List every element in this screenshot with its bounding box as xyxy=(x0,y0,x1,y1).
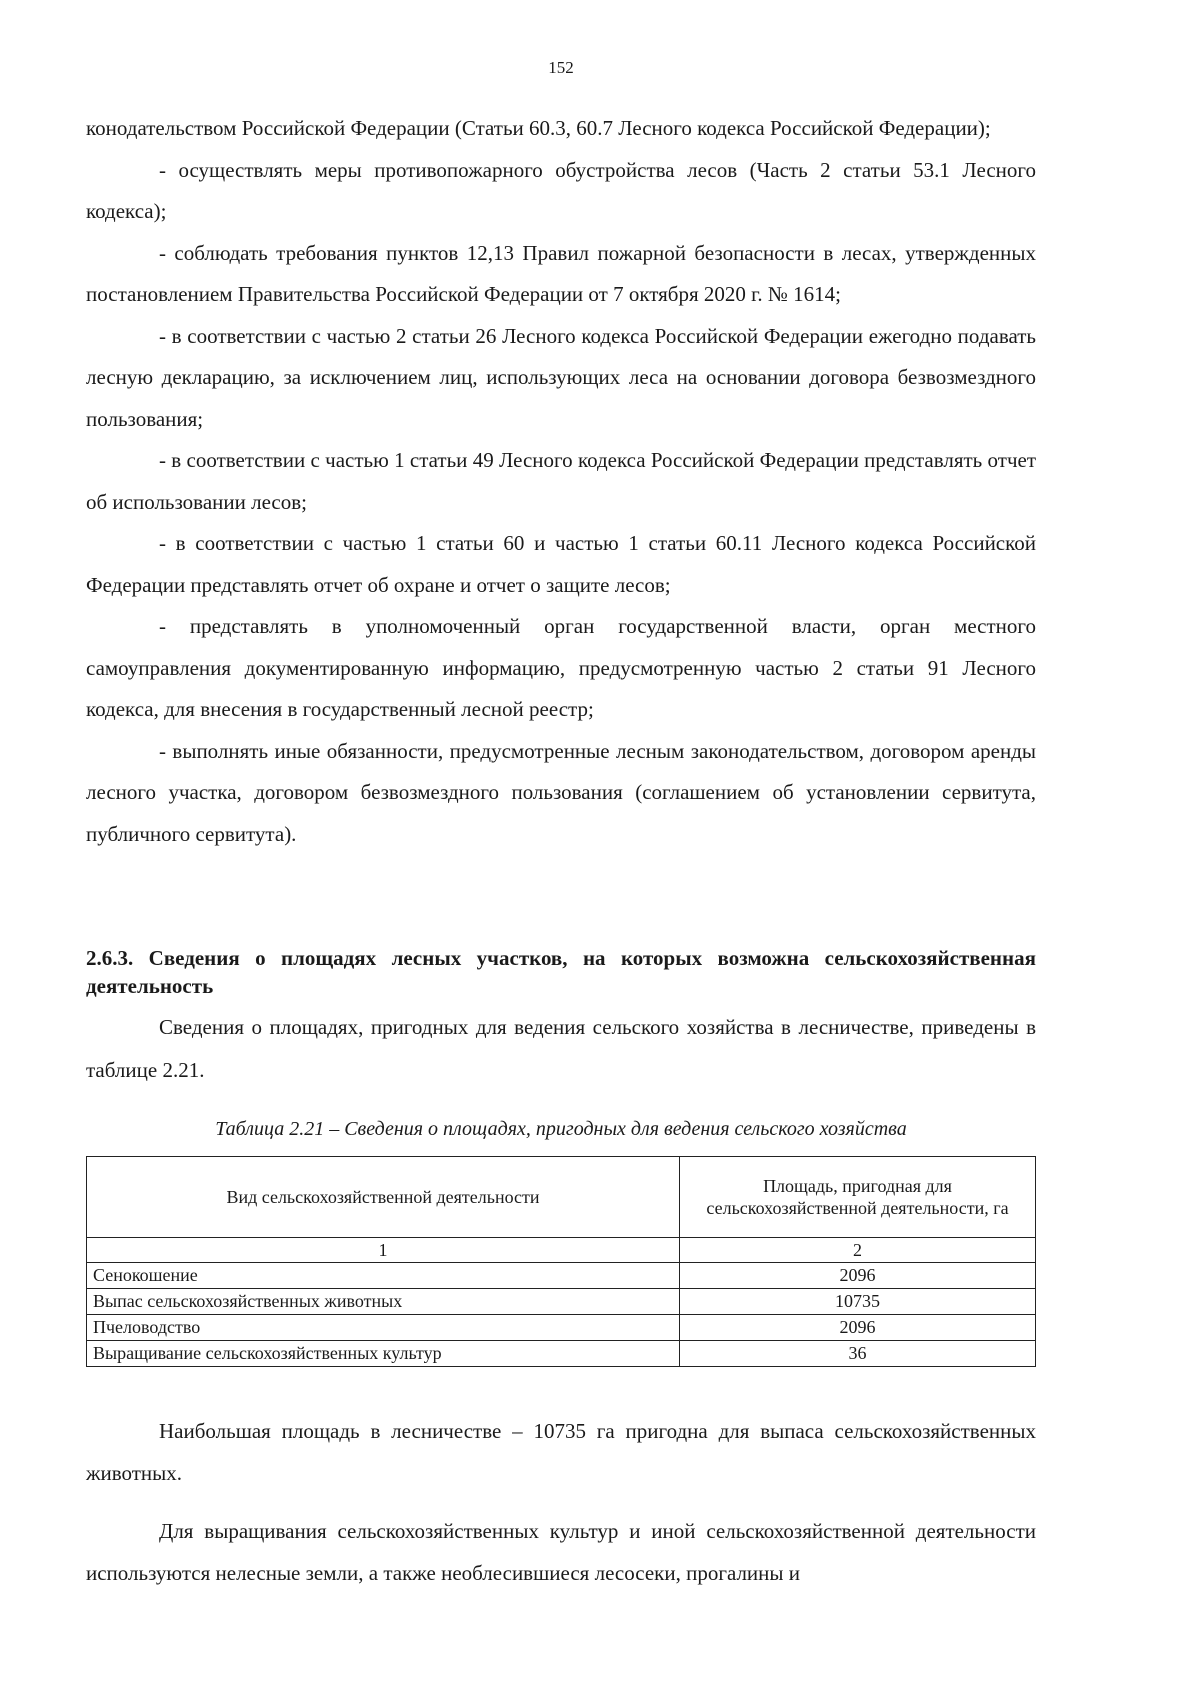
section-heading: 2.6.3. Сведения о площадях лесных участков, на которых возможна сельскохозяйственная деятельность xyxy=(86,946,1036,998)
area-cell: 10735 xyxy=(680,1289,1036,1315)
activity-type-cell: Сенокошение xyxy=(87,1263,680,1289)
area-cell: 2096 xyxy=(680,1263,1036,1289)
obligations-text xyxy=(86,108,1036,855)
paragraph-continuation: конодательством Российской Федерации (Статьи 60.3, 60.7 Лесного кодекса Российской Федерации); xyxy=(86,116,991,140)
paragraph-protection-report: - в соответствии с частью 1 статьи 60 и частью 1 статьи 60.11 Лесного кодекса Российской Федерации представлять отчет об охране и отчет о защите лесов; xyxy=(86,531,1036,597)
paragraph-usage-report: - в соответствии с частью 1 статьи 49 Лесного кодекса Российской Федерации представлять отчет об использовании лесов; xyxy=(86,448,1036,514)
area-cell: 2096 xyxy=(680,1315,1036,1341)
activity-type-cell: Выпас сельскохозяйственных животных xyxy=(87,1289,680,1315)
paragraph-forest-declaration: - в соответствии с частью 2 статьи 26 Лесного кодекса Российской Федерации ежегодно подавать лесную декларацию, за исключением лиц, использующих леса на основании договора безвозмездного пользования; xyxy=(86,323,1036,431)
area-cell: 36 xyxy=(680,1341,1036,1367)
agriculture-area-table xyxy=(86,1156,1036,1367)
paragraph-fire-prevention: - осуществлять меры противопожарного обустройства лесов (Часть 2 статьи 53.1 Лесного кодекса); xyxy=(86,157,1036,223)
table-row xyxy=(87,1341,1036,1367)
header-activity-type: Вид сельскохозяйственной деятельности xyxy=(87,1157,680,1238)
header-area: Площадь, пригодная для сельскохозяйственной деятельности, га xyxy=(680,1157,1036,1238)
paragraph-largest-area: Наибольшая площадь в лесничестве – 10735 га пригодна для выпаса сельскохозяйственных животных. xyxy=(86,1419,1036,1485)
activity-type-cell: Выращивание сельскохозяйственных культур xyxy=(87,1341,680,1367)
table-header-row xyxy=(87,1157,1036,1238)
paragraph-forest-registry: - представлять в уполномоченный орган государственной власти, орган местного самоуправления документированную информацию, предусмотренную частью 2 статьи 91 Лесного кодекса, для внесения в государственный лесной реестр; xyxy=(86,614,1036,721)
table-row xyxy=(87,1263,1036,1289)
conclusion-text xyxy=(86,1410,1036,1610)
page-number: 152 xyxy=(548,58,574,77)
intro-paragraph: Сведения о площадях, пригодных для ведения сельского хозяйства в лесничестве, приведены в таблице 2.21. xyxy=(86,1015,1036,1082)
paragraph-fire-safety-rules: - соблюдать требования пунктов 12,13 Правил пожарной безопасности в лесах, утвержденных постановлением Правительства Российской Федерации от 7 октября 2020 г. № 1614; xyxy=(86,240,1036,306)
table-row xyxy=(87,1289,1036,1315)
paragraph-crop-cultivation: Для выращивания сельскохозяйственных культур и иной сельскохозяйственной деятельности используются нелесные земли, а также необлесившиеся лесосеки, прогалины и xyxy=(86,1519,1036,1585)
table-row xyxy=(87,1315,1036,1341)
table-column-numbers-row xyxy=(87,1238,1036,1263)
column-number-2: 2 xyxy=(680,1238,1036,1263)
activity-type-cell: Пчеловодство xyxy=(87,1315,680,1341)
paragraph-other-obligations: - выполнять иные обязанности, предусмотренные лесным законодательством, договором аренды лесного участка, договором безвозмездного пользования (соглашением об установлении сервитута, публичного сервитута). xyxy=(86,738,1036,846)
intro-text xyxy=(86,1006,1036,1092)
table-caption: Таблица 2.21 – Сведения о площадях, пригодных для ведения сельского хозяйства xyxy=(215,1118,907,1140)
column-number-1: 1 xyxy=(87,1238,680,1263)
